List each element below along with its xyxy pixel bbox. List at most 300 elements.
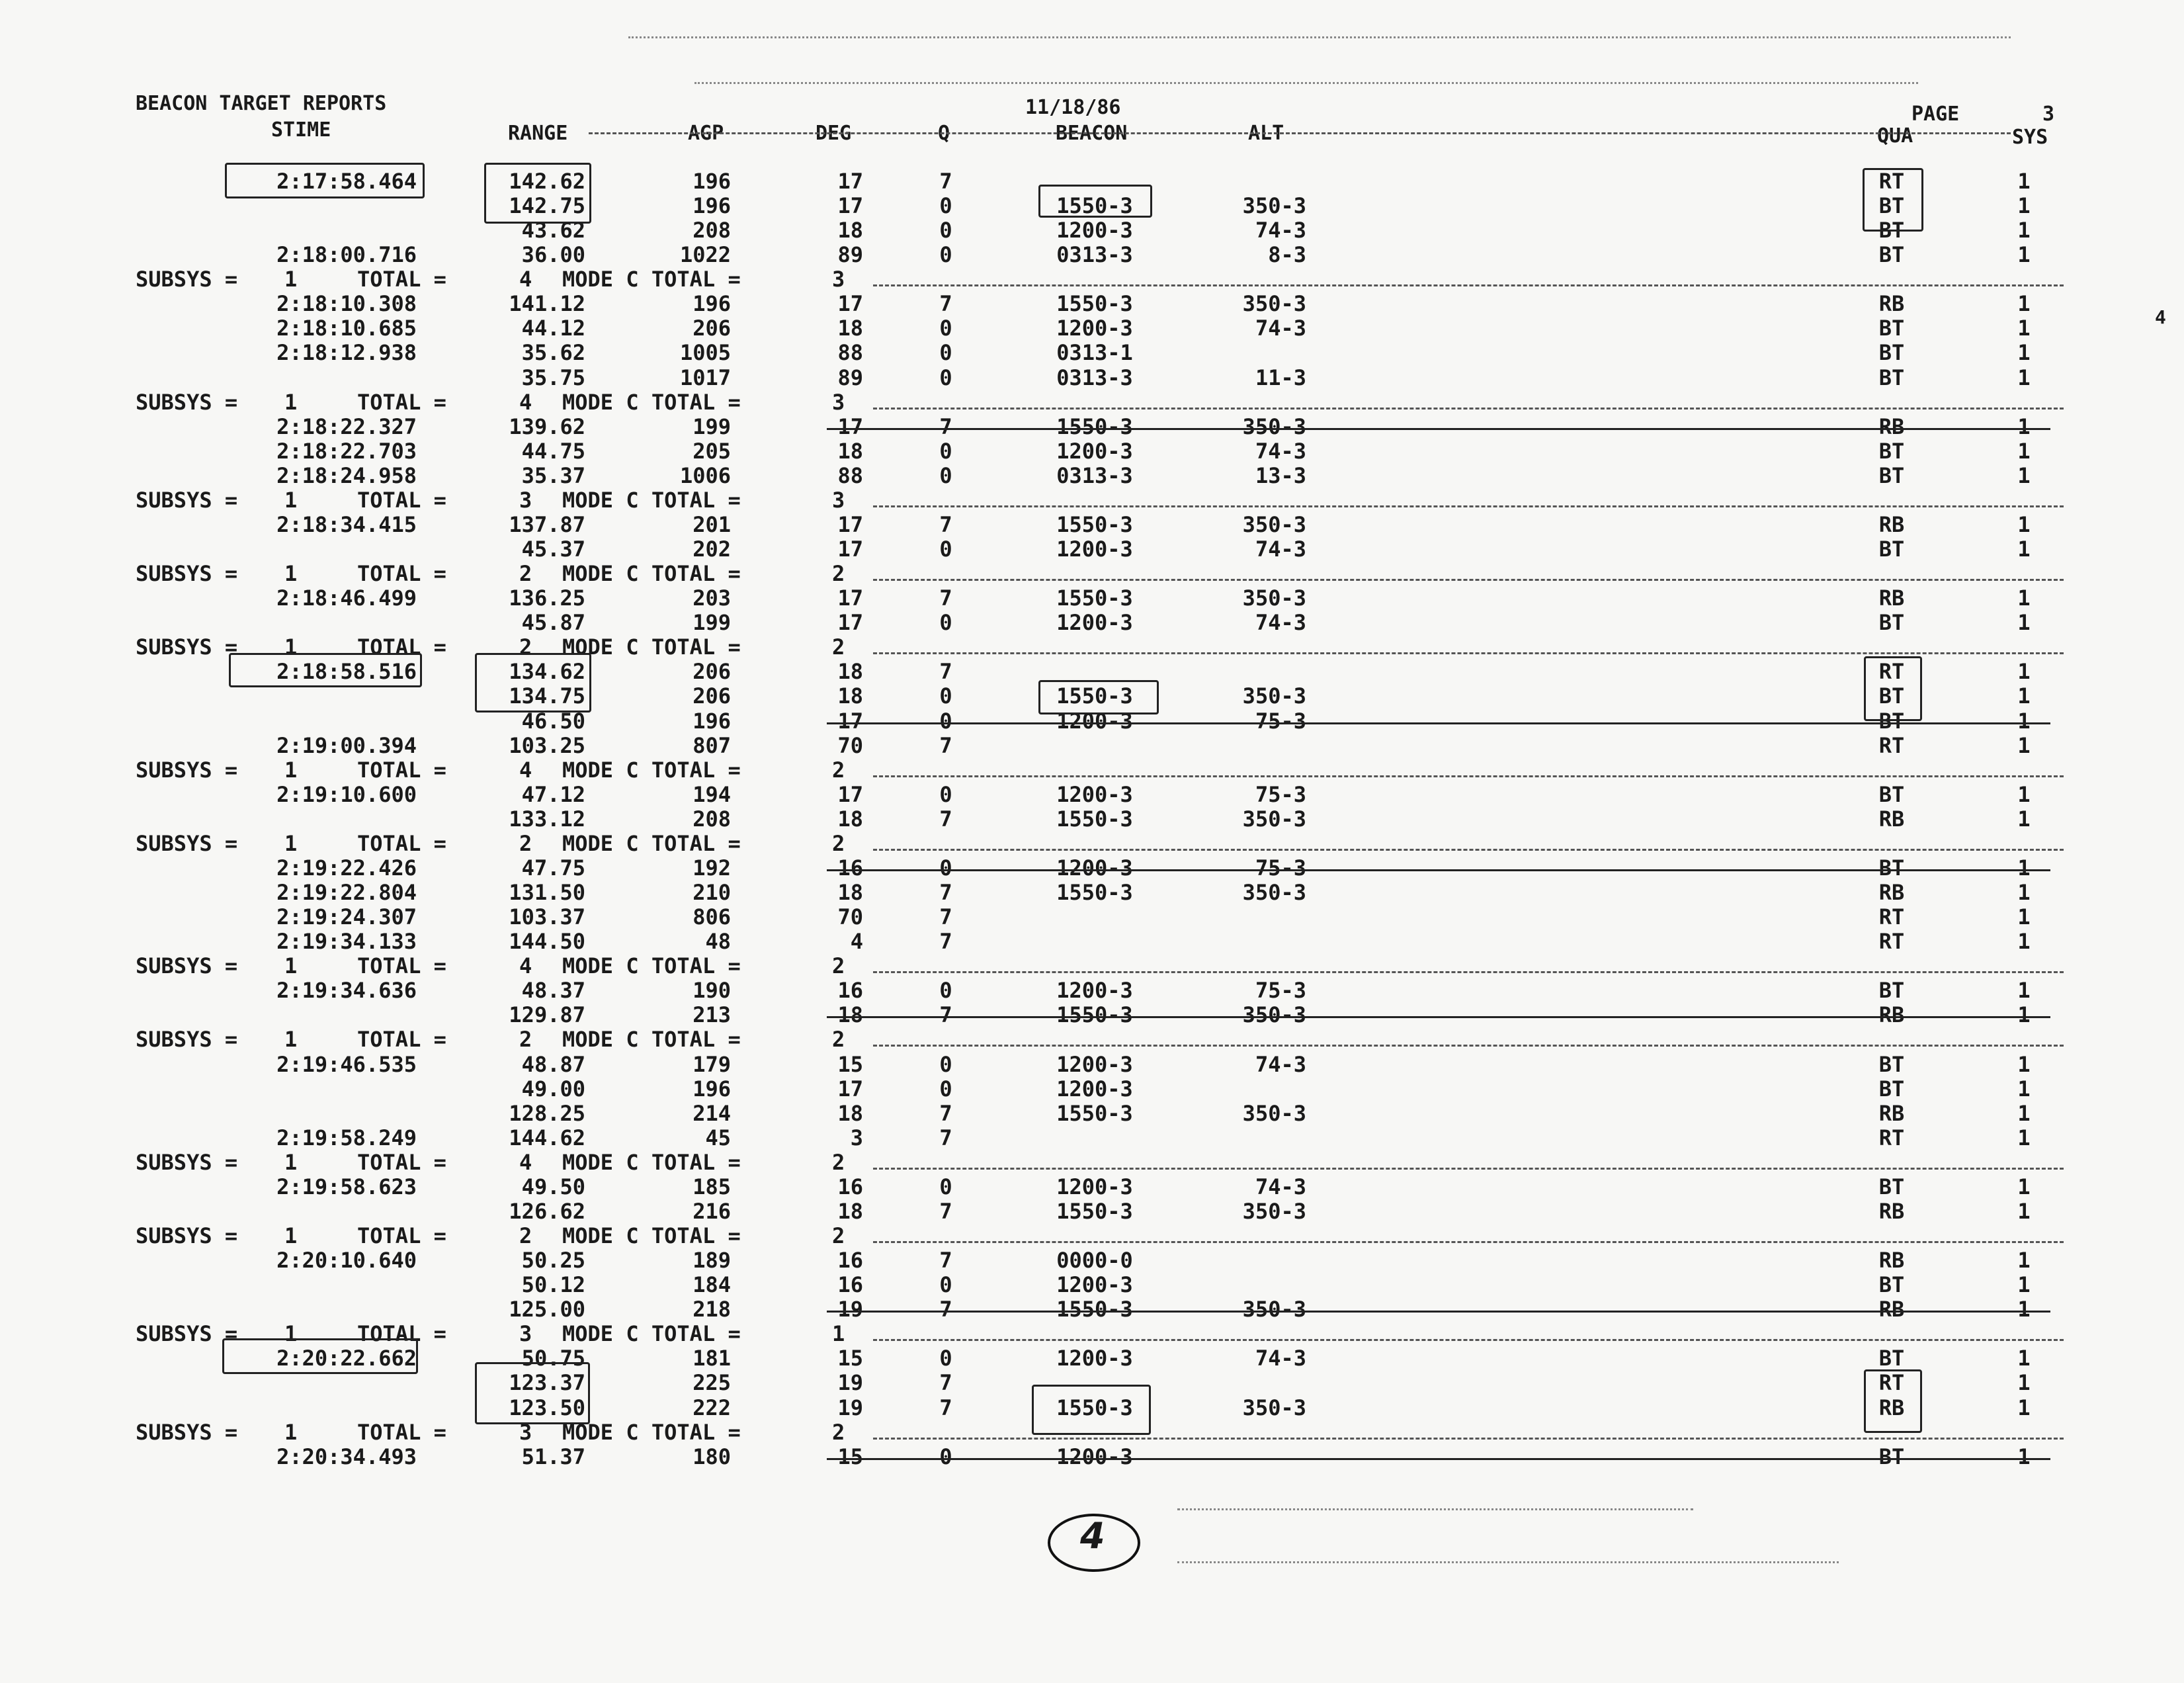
subsys-subsys-value: 1 xyxy=(284,1321,298,1346)
report-cell-sys: 1 xyxy=(2017,340,2031,365)
report-cell-q: 7 xyxy=(939,1297,952,1322)
report-cell-agp: 181 xyxy=(693,1346,731,1371)
report-cell-alt: 350-3 xyxy=(1242,683,1306,709)
report-cell-q: 7 xyxy=(939,1248,952,1273)
report-date: 11/18/86 xyxy=(1025,96,1121,119)
report-cell-deg: 15 xyxy=(837,1052,863,1077)
subsys-subsys-label: SUBSYS = xyxy=(136,953,238,978)
header-rule xyxy=(589,132,2011,134)
report-cell-agp: 203 xyxy=(693,585,731,611)
scan-noise xyxy=(694,82,1918,84)
report-cell-range: 141.12 xyxy=(509,291,585,316)
report-cell-alt: 74-3 xyxy=(1255,316,1306,341)
qua-column-header: QUA xyxy=(1877,124,1913,148)
report-cell-deg: 16 xyxy=(837,1174,863,1199)
subsys-total-label: TOTAL = xyxy=(357,953,446,978)
subsys-separator xyxy=(873,849,2064,851)
report-cell-sys: 1 xyxy=(2017,1125,2031,1150)
handwritten-page-number: 4 xyxy=(1080,1515,1105,1557)
report-cell-sys: 1 xyxy=(2017,439,2031,464)
subsys-mode-value: 2 xyxy=(832,634,845,660)
report-cell-agp: 196 xyxy=(693,193,731,218)
report-cell-time: 2:18:10.308 xyxy=(276,291,417,316)
scan-noise xyxy=(1177,1508,1693,1510)
beacon-annotation-box xyxy=(1038,680,1159,714)
report-cell-deg: 89 xyxy=(837,242,863,267)
subsys-total-value: 2 xyxy=(519,1223,532,1248)
report-cell-qua: RT xyxy=(1878,1125,1905,1150)
report-cell-sys: 1 xyxy=(2017,512,2031,537)
report-cell-agp: 196 xyxy=(693,291,731,316)
report-cell-time: 2:18:34.415 xyxy=(276,512,417,537)
report-cell-alt: 74-3 xyxy=(1255,1346,1306,1371)
report-cell-range: 50.12 xyxy=(521,1272,585,1297)
report-cell-alt: 74-3 xyxy=(1255,610,1306,635)
report-cell-sys: 1 xyxy=(2017,537,2031,562)
report-cell-qua: RT xyxy=(1878,929,1905,954)
report-cell-qua: RB xyxy=(1878,1248,1905,1273)
report-cell-agp: 1005 xyxy=(679,340,731,365)
scan-noise xyxy=(628,36,2011,38)
subsys-subsys-label: SUBSYS = xyxy=(136,634,238,660)
report-cell-qua: BT xyxy=(1878,1174,1905,1199)
report-cell-q: 0 xyxy=(939,1444,952,1469)
report-cell-time: 2:20:34.493 xyxy=(276,1444,417,1469)
stime-column-header: STIME xyxy=(271,118,331,142)
report-cell-deg: 18 xyxy=(837,316,863,341)
report-cell-qua: BT xyxy=(1878,978,1905,1003)
report-cell-beacon: 0313-3 xyxy=(1056,242,1133,267)
subsys-total-value: 2 xyxy=(519,831,532,856)
report-cell-q: 7 xyxy=(939,512,952,537)
report-cell-beacon: 1200-3 xyxy=(1056,1346,1133,1371)
report-cell-q: 0 xyxy=(939,1174,952,1199)
report-cell-deg: 17 xyxy=(837,169,863,194)
report-cell-sys: 1 xyxy=(2017,1346,2031,1371)
subsys-total-value: 4 xyxy=(519,953,532,978)
report-cell-deg: 17 xyxy=(837,291,863,316)
report-cell-q: 7 xyxy=(939,880,952,905)
subsys-mode-value: 2 xyxy=(832,1223,845,1248)
strike-through-rule xyxy=(827,722,2050,724)
report-cell-deg: 18 xyxy=(837,659,863,684)
report-cell-q: 7 xyxy=(939,1002,952,1027)
subsys-separator xyxy=(873,1168,2064,1170)
report-cell-range: 48.87 xyxy=(521,1052,585,1077)
report-cell-agp: 190 xyxy=(693,978,731,1003)
report-cell-agp: 180 xyxy=(693,1444,731,1469)
report-cell-agp: 1022 xyxy=(679,242,731,267)
report-cell-time: 2:19:10.600 xyxy=(276,782,417,807)
report-cell-sys: 1 xyxy=(2017,1174,2031,1199)
report-cell-beacon: 1200-3 xyxy=(1056,1174,1133,1199)
subsys-mode-label: MODE C TOTAL = xyxy=(562,561,741,586)
report-cell-sys: 1 xyxy=(2017,880,2031,905)
range-annotation-box xyxy=(475,653,591,712)
report-cell-alt: 13-3 xyxy=(1255,463,1306,488)
subsys-total-label: TOTAL = xyxy=(357,1420,446,1445)
report-cell-sys: 1 xyxy=(2017,291,2031,316)
report-cell-beacon: 1550-3 xyxy=(1056,291,1133,316)
report-cell-q: 0 xyxy=(939,1272,952,1297)
report-cell-sys: 1 xyxy=(2017,733,2031,758)
report-cell-deg: 17 xyxy=(837,193,863,218)
report-cell-q: 7 xyxy=(939,1125,952,1150)
report-cell-sys: 1 xyxy=(2017,193,2031,218)
subsys-mode-label: MODE C TOTAL = xyxy=(562,1321,741,1346)
report-cell-beacon: 1200-3 xyxy=(1056,537,1133,562)
report-cell-range: 44.75 xyxy=(521,439,585,464)
report-cell-qua: RT xyxy=(1878,659,1905,684)
qua-annotation-box xyxy=(1864,656,1922,721)
subsys-total-label: TOTAL = xyxy=(357,561,446,586)
subsys-total-label: TOTAL = xyxy=(357,1150,446,1175)
report-cell-deg: 4 xyxy=(850,929,863,954)
report-cell-agp: 208 xyxy=(693,218,731,243)
report-cell-qua: BT xyxy=(1878,365,1905,390)
report-cell-deg: 89 xyxy=(837,365,863,390)
report-cell-sys: 1 xyxy=(2017,1248,2031,1273)
subsys-subsys-value: 1 xyxy=(284,831,298,856)
report-cell-sys: 1 xyxy=(2017,585,2031,611)
report-cell-sys: 1 xyxy=(2017,855,2031,881)
report-cell-agp: 48 xyxy=(705,929,731,954)
subsys-mode-value: 3 xyxy=(832,267,845,292)
report-cell-deg: 17 xyxy=(837,537,863,562)
report-cell-range: 128.25 xyxy=(509,1101,585,1126)
report-cell-sys: 1 xyxy=(2017,1272,2031,1297)
report-cell-beacon: 1550-3 xyxy=(1056,512,1133,537)
subsys-mode-value: 2 xyxy=(832,1150,845,1175)
qua-annotation-box xyxy=(1864,1369,1922,1433)
subsys-subsys-value: 1 xyxy=(284,634,298,660)
report-cell-qua: BT xyxy=(1878,463,1905,488)
report-cell-alt: 350-3 xyxy=(1242,806,1306,832)
report-cell-range: 103.37 xyxy=(509,904,585,929)
report-cell-alt: 75-3 xyxy=(1255,978,1306,1003)
report-cell-q: 7 xyxy=(939,1199,952,1224)
report-cell-sys: 1 xyxy=(2017,709,2031,734)
subsys-separator xyxy=(873,284,2064,286)
report-cell-range: 139.62 xyxy=(509,414,585,439)
report-cell-range: 137.87 xyxy=(509,512,585,537)
report-cell-beacon: 1200-3 xyxy=(1056,1444,1133,1469)
report-cell-range: 142.75 xyxy=(509,193,585,218)
report-cell-deg: 17 xyxy=(837,512,863,537)
report-cell-sys: 1 xyxy=(2017,904,2031,929)
report-cell-agp: 806 xyxy=(693,904,731,929)
report-cell-qua: RB xyxy=(1878,1002,1905,1027)
report-cell-agp: 222 xyxy=(693,1395,731,1420)
report-cell-q: 0 xyxy=(939,978,952,1003)
report-cell-sys: 1 xyxy=(2017,365,2031,390)
report-cell-time: 2:19:24.307 xyxy=(276,904,417,929)
report-cell-time: 2:18:46.499 xyxy=(276,585,417,611)
subsys-mode-label: MODE C TOTAL = xyxy=(562,1223,741,1248)
report-cell-qua: BT xyxy=(1878,1076,1905,1101)
report-cell-qua: BT xyxy=(1878,340,1905,365)
report-cell-beacon: 1550-3 xyxy=(1056,414,1133,439)
report-cell-agp: 202 xyxy=(693,537,731,562)
margin-mark: 4 xyxy=(2155,306,2166,328)
qua-annotation-box xyxy=(1863,168,1923,232)
report-cell-sys: 1 xyxy=(2017,1002,2031,1027)
report-cell-q: 0 xyxy=(939,242,952,267)
report-cell-beacon: 1200-3 xyxy=(1056,439,1133,464)
report-cell-range: 48.37 xyxy=(521,978,585,1003)
subsys-subsys-label: SUBSYS = xyxy=(136,267,238,292)
report-cell-sys: 1 xyxy=(2017,978,2031,1003)
report-cell-agp: 1006 xyxy=(679,463,731,488)
report-cell-sys: 1 xyxy=(2017,1444,2031,1469)
report-cell-deg: 18 xyxy=(837,439,863,464)
page-label: PAGE xyxy=(1911,103,1960,126)
report-cell-time: 2:19:00.394 xyxy=(276,733,417,758)
report-cell-sys: 1 xyxy=(2017,1076,2031,1101)
strike-through-rule xyxy=(827,428,2050,430)
report-cell-deg: 17 xyxy=(837,414,863,439)
report-cell-q: 0 xyxy=(939,463,952,488)
report-cell-beacon: 1200-3 xyxy=(1056,978,1133,1003)
report-cell-sys: 1 xyxy=(2017,1052,2031,1077)
report-cell-qua: BT xyxy=(1878,1346,1905,1371)
report-cell-alt: 350-3 xyxy=(1242,1199,1306,1224)
report-cell-qua: BT xyxy=(1878,683,1905,709)
report-cell-time: 2:19:34.133 xyxy=(276,929,417,954)
report-cell-range: 134.75 xyxy=(509,683,585,709)
subsys-separator xyxy=(873,1438,2064,1440)
report-cell-qua: RB xyxy=(1878,880,1905,905)
subsys-total-value: 4 xyxy=(519,1150,532,1175)
report-cell-sys: 1 xyxy=(2017,1297,2031,1322)
report-cell-time: 2:18:00.716 xyxy=(276,242,417,267)
report-cell-range: 35.62 xyxy=(521,340,585,365)
report-cell-q: 7 xyxy=(939,291,952,316)
report-cell-range: 43.62 xyxy=(521,218,585,243)
report-cell-deg: 18 xyxy=(837,1199,863,1224)
report-cell-agp: 201 xyxy=(693,512,731,537)
report-cell-range: 144.62 xyxy=(509,1125,585,1150)
report-cell-deg: 16 xyxy=(837,855,863,881)
report-cell-range: 134.62 xyxy=(509,659,585,684)
report-cell-q: 0 xyxy=(939,855,952,881)
report-cell-qua: BT xyxy=(1878,439,1905,464)
report-cell-sys: 1 xyxy=(2017,414,2031,439)
report-cell-range: 136.25 xyxy=(509,585,585,611)
report-cell-qua: BT xyxy=(1878,242,1905,267)
report-cell-qua: BT xyxy=(1878,1272,1905,1297)
report-cell-q: 7 xyxy=(939,733,952,758)
range-column-header: RANGE xyxy=(508,122,568,145)
report-cell-beacon: 1550-3 xyxy=(1056,683,1133,709)
report-cell-time: 2:19:34.636 xyxy=(276,978,417,1003)
report-cell-deg: 17 xyxy=(837,610,863,635)
report-cell-deg: 19 xyxy=(837,1297,863,1322)
subsys-mode-label: MODE C TOTAL = xyxy=(562,634,741,660)
report-cell-range: 51.37 xyxy=(521,1444,585,1469)
report-cell-q: 0 xyxy=(939,537,952,562)
subsys-mode-label: MODE C TOTAL = xyxy=(562,953,741,978)
report-cell-alt: 350-3 xyxy=(1242,414,1306,439)
subsys-subsys-label: SUBSYS = xyxy=(136,561,238,586)
subsys-mode-value: 3 xyxy=(832,390,845,415)
report-cell-range: 133.12 xyxy=(509,806,585,832)
report-cell-agp: 199 xyxy=(693,610,731,635)
report-cell-q: 7 xyxy=(939,169,952,194)
subsys-mode-value: 2 xyxy=(832,757,845,783)
report-cell-beacon: 1200-3 xyxy=(1056,316,1133,341)
report-cell-time: 2:19:22.426 xyxy=(276,855,417,881)
subsys-subsys-label: SUBSYS = xyxy=(136,488,238,513)
report-cell-sys: 1 xyxy=(2017,659,2031,684)
strike-through-rule xyxy=(827,869,2050,871)
report-cell-qua: RB xyxy=(1878,585,1905,611)
report-cell-range: 45.87 xyxy=(521,610,585,635)
subsys-mode-label: MODE C TOTAL = xyxy=(562,488,741,513)
report-cell-alt: 75-3 xyxy=(1255,855,1306,881)
report-cell-alt: 350-3 xyxy=(1242,291,1306,316)
report-cell-q: 7 xyxy=(939,1101,952,1126)
report-cell-agp: 807 xyxy=(693,733,731,758)
report-cell-agp: 189 xyxy=(693,1248,731,1273)
report-cell-deg: 88 xyxy=(837,340,863,365)
subsys-subsys-label: SUBSYS = xyxy=(136,1027,238,1052)
report-cell-q: 0 xyxy=(939,610,952,635)
report-cell-alt: 75-3 xyxy=(1255,782,1306,807)
subsys-mode-label: MODE C TOTAL = xyxy=(562,1150,741,1175)
subsys-total-value: 4 xyxy=(519,390,532,415)
sys-column-header: SYS xyxy=(2012,126,2048,149)
report-cell-agp: 213 xyxy=(693,1002,731,1027)
subsys-total-label: TOTAL = xyxy=(357,1321,446,1346)
report-cell-beacon: 1200-3 xyxy=(1056,1052,1133,1077)
report-cell-q: 0 xyxy=(939,1076,952,1101)
report-cell-alt: 74-3 xyxy=(1255,439,1306,464)
subsys-separator xyxy=(873,971,2064,973)
report-cell-alt: 350-3 xyxy=(1242,1002,1306,1027)
subsys-total-label: TOTAL = xyxy=(357,757,446,783)
report-cell-q: 7 xyxy=(939,414,952,439)
beacon-annotation-box xyxy=(1038,185,1152,218)
time-annotation-box xyxy=(222,1338,418,1374)
strike-through-rule xyxy=(827,1016,2050,1018)
report-cell-range: 49.00 xyxy=(521,1076,585,1101)
report-cell-beacon: 1550-3 xyxy=(1056,1297,1133,1322)
subsys-mode-label: MODE C TOTAL = xyxy=(562,1027,741,1052)
report-cell-beacon: 0000-0 xyxy=(1056,1248,1133,1273)
report-cell-range: 103.25 xyxy=(509,733,585,758)
report-cell-q: 0 xyxy=(939,365,952,390)
report-title: BEACON TARGET REPORTS xyxy=(136,92,387,115)
report-cell-range: 47.12 xyxy=(521,782,585,807)
report-cell-agp: 218 xyxy=(693,1297,731,1322)
subsys-separator xyxy=(873,775,2064,777)
report-cell-range: 47.75 xyxy=(521,855,585,881)
subsys-total-value: 4 xyxy=(519,267,532,292)
report-cell-sys: 1 xyxy=(2017,463,2031,488)
report-cell-qua: RB xyxy=(1878,1395,1905,1420)
time-annotation-box xyxy=(229,653,422,687)
report-cell-sys: 1 xyxy=(2017,1395,2031,1420)
subsys-total-label: TOTAL = xyxy=(357,1027,446,1052)
report-cell-agp: 184 xyxy=(693,1272,731,1297)
report-cell-range: 129.87 xyxy=(509,1002,585,1027)
report-cell-sys: 1 xyxy=(2017,610,2031,635)
report-cell-beacon: 0313-3 xyxy=(1056,365,1133,390)
subsys-subsys-value: 1 xyxy=(284,267,298,292)
subsys-subsys-label: SUBSYS = xyxy=(136,757,238,783)
report-cell-qua: RB xyxy=(1878,806,1905,832)
report-cell-q: 0 xyxy=(939,193,952,218)
subsys-total-label: TOTAL = xyxy=(357,488,446,513)
subsys-subsys-label: SUBSYS = xyxy=(136,1321,238,1346)
subsys-mode-value: 2 xyxy=(832,1027,845,1052)
subsys-mode-value: 2 xyxy=(832,561,845,586)
subsys-subsys-value: 1 xyxy=(284,953,298,978)
report-cell-alt: 8-3 xyxy=(1268,242,1306,267)
subsys-subsys-label: SUBSYS = xyxy=(136,831,238,856)
report-cell-deg: 70 xyxy=(837,733,863,758)
subsys-mode-label: MODE C TOTAL = xyxy=(562,757,741,783)
report-cell-qua: BT xyxy=(1878,193,1905,218)
report-cell-deg: 18 xyxy=(837,218,863,243)
report-cell-range: 44.12 xyxy=(521,316,585,341)
report-cell-range: 35.75 xyxy=(521,365,585,390)
report-cell-deg: 16 xyxy=(837,978,863,1003)
report-cell-sys: 1 xyxy=(2017,782,2031,807)
report-cell-deg: 18 xyxy=(837,806,863,832)
report-cell-time: 2:17:58.464 xyxy=(276,169,417,194)
report-cell-beacon: 1550-3 xyxy=(1056,585,1133,611)
report-cell-sys: 1 xyxy=(2017,316,2031,341)
report-cell-sys: 1 xyxy=(2017,1370,2031,1395)
report-cell-qua: BT xyxy=(1878,316,1905,341)
report-cell-time: 2:18:12.938 xyxy=(276,340,417,365)
report-cell-sys: 1 xyxy=(2017,929,2031,954)
report-cell-agp: 196 xyxy=(693,709,731,734)
report-cell-agp: 1017 xyxy=(679,365,731,390)
report-cell-beacon: 1200-3 xyxy=(1056,709,1133,734)
report-cell-q: 0 xyxy=(939,316,952,341)
report-cell-deg: 18 xyxy=(837,683,863,709)
subsys-mode-value: 3 xyxy=(832,488,845,513)
report-cell-q: 7 xyxy=(939,904,952,929)
report-cell-alt: 350-3 xyxy=(1242,512,1306,537)
report-cell-time: 2:19:58.249 xyxy=(276,1125,417,1150)
report-cell-deg: 18 xyxy=(837,1101,863,1126)
subsys-subsys-value: 1 xyxy=(284,1150,298,1175)
report-cell-qua: BT xyxy=(1878,610,1905,635)
report-cell-time: 2:19:46.535 xyxy=(276,1052,417,1077)
report-cell-q: 0 xyxy=(939,340,952,365)
report-cell-q: 0 xyxy=(939,1052,952,1077)
report-cell-beacon: 1550-3 xyxy=(1056,1395,1133,1420)
report-cell-range: 142.62 xyxy=(509,169,585,194)
subsys-mode-value: 2 xyxy=(832,1420,845,1445)
subsys-mode-label: MODE C TOTAL = xyxy=(562,1420,741,1445)
report-cell-alt: 350-3 xyxy=(1242,193,1306,218)
report-cell-agp: 196 xyxy=(693,169,731,194)
report-cell-agp: 225 xyxy=(693,1370,731,1395)
subsys-subsys-label: SUBSYS = xyxy=(136,390,238,415)
report-cell-q: 7 xyxy=(939,806,952,832)
report-cell-deg: 88 xyxy=(837,463,863,488)
report-cell-sys: 1 xyxy=(2017,218,2031,243)
report-cell-alt: 350-3 xyxy=(1242,880,1306,905)
report-cell-qua: BT xyxy=(1878,782,1905,807)
report-cell-agp: 210 xyxy=(693,880,731,905)
report-cell-deg: 19 xyxy=(837,1370,863,1395)
